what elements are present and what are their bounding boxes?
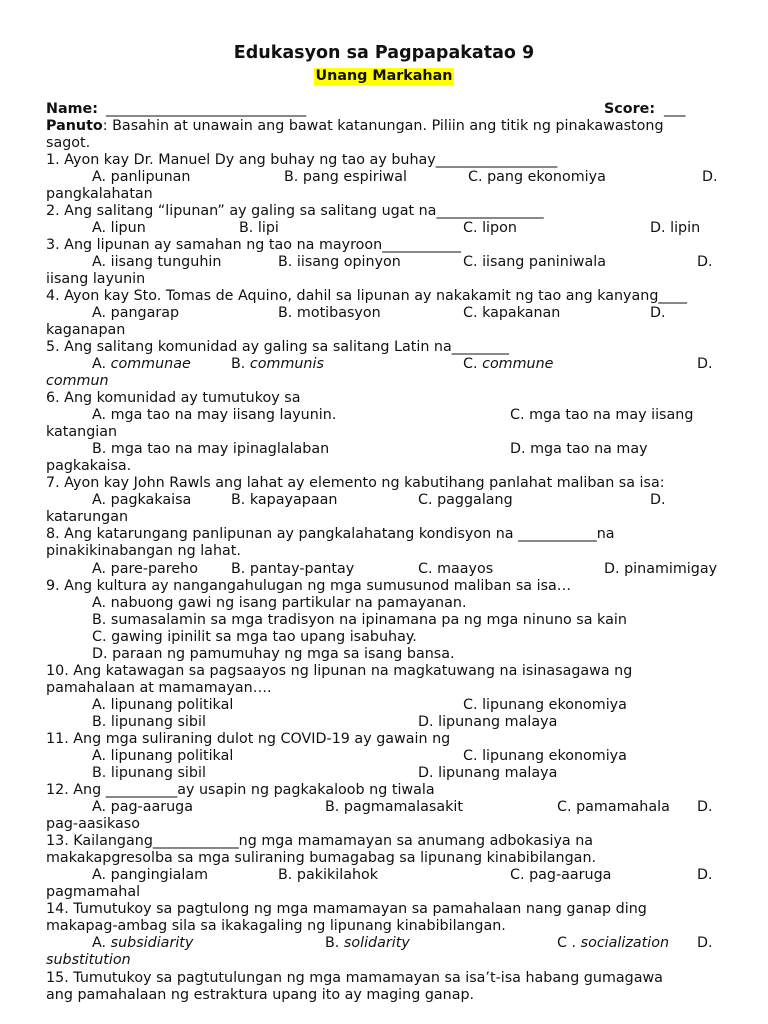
question-15-cont: ang pamahalaan ng estraktura upang ito ay maging ganap.: [46, 987, 475, 1003]
q11-choice-a: A. lipunang politikal: [92, 748, 234, 764]
question-5: 5. Ang salitang komunidad ay galing sa salitang Latin na________: [46, 339, 509, 355]
q2-choice-d: D. lipin: [650, 220, 701, 236]
q8-choice-b: B. pantay-pantay: [231, 561, 355, 577]
q6-choice-d-cont: pagkakaisa.: [46, 458, 132, 474]
question-7: 7. Ayon kay John Rawls ang lahat ay elemento ng kabutihang panlahat maliban sa isa:: [46, 475, 665, 491]
question-10-cont: pamahalaan at mamamayan….: [46, 680, 272, 696]
question-13: 13. Kailangang____________ng mga mamamayan sa anumang adbokasiya na: [46, 833, 594, 849]
question-14-cont: makapag-ambag sila sa ikakagaling ng lipunang kinabibilangan.: [46, 918, 506, 934]
q4-choice-d-cont: kaganapan: [46, 322, 126, 338]
q13-choice-d-cont: pagmamahal: [46, 884, 141, 900]
q13-choice-c: C. pag-aaruga: [510, 867, 612, 883]
q10-choice-c: C. lipunang ekonomiya: [463, 697, 627, 713]
question-13-cont: makakapgresolba sa mga suliraning bumagabag sa lipunang kinabibilangan.: [46, 850, 597, 866]
q9-choice-b: B. sumasalamin sa mga tradisyon na ipinamana pa ng mga ninuno sa kain: [92, 612, 627, 628]
q2-choice-b: B. lipi: [239, 220, 279, 236]
score-blank: ___: [664, 101, 686, 117]
q2-choice-c: C. lipon: [463, 220, 517, 236]
question-14: 14. Tumutukoy sa pagtulong ng mga mamamayan sa pamahalaan nang ganap ding: [46, 901, 647, 917]
q13-choice-b: B. pakikilahok: [278, 867, 379, 883]
q1-choice-d-cont: pangkalahatan: [46, 186, 153, 202]
q7-choice-d-cont: katarungan: [46, 509, 129, 525]
question-4: 4. Ayon kay Sto. Tomas de Aquino, dahil sa lipunan ay nakakamit ng tao ang kanyang____: [46, 288, 687, 304]
name-label: Name:: [46, 101, 98, 117]
q13-choice-d: D.: [697, 867, 713, 883]
q12-choice-c: C. pamamahala: [557, 799, 670, 815]
question-8: 8. Ang katarungang panlipunan ay pangkalahatang kondisyon na ___________na: [46, 526, 615, 542]
q6-choice-d: D. mga tao na may: [510, 441, 648, 457]
q7-choice-a: A. pagkakaisa: [92, 492, 192, 508]
q14-choice-d-cont: substitution: [46, 952, 131, 968]
question-3: 3. Ang lipunan ay samahan ng tao na mayroon___________: [46, 237, 461, 253]
q7-choice-b: B. kapayapaan: [231, 492, 338, 508]
q3-choice-d-cont: iisang layunin: [46, 271, 146, 287]
q14-choice-d: D.: [697, 935, 713, 951]
q1-choice-a: A. panlipunan: [92, 169, 191, 185]
q6-choice-a: A. mga tao na may iisang layunin.: [92, 407, 337, 423]
q9-choice-d: D. paraan ng pamumuhay ng mga sa isang bansa.: [92, 646, 455, 662]
q7-choice-c: C. paggalang: [418, 492, 513, 508]
q3-choice-c: C. iisang paniniwala: [463, 254, 606, 270]
q5-choice-d-cont: commun: [46, 373, 109, 389]
q3-choice-a: A. iisang tunguhin: [92, 254, 222, 270]
q12-choice-b: B. pagmamalasakit: [325, 799, 463, 815]
q1-choice-b: B. pang espiriwal: [284, 169, 407, 185]
q1-choice-c: C. pang ekonomiya: [468, 169, 606, 185]
instructions-text: : Basahin at unawain ang bawat katanungan. Piliin ang titik ng pinakawastong: [102, 118, 664, 134]
q5-choice-a: A. communae: [92, 356, 191, 372]
q12-choice-a: A. pag-aaruga: [92, 799, 193, 815]
q10-choice-a: A. lipunang politikal: [92, 697, 234, 713]
q4-choice-b: B. motibasyon: [278, 305, 381, 321]
instructions-cont: sagot.: [46, 135, 91, 151]
question-10: 10. Ang katawagan sa pagsaayos ng lipunan na magkatuwang na isinasagawa ng: [46, 663, 633, 679]
question-15: 15. Tumutukoy sa pagtutulungan ng mga mamamayan sa isa’t-isa habang gumagawa: [46, 970, 663, 986]
q12-choice-d: D.: [697, 799, 713, 815]
q8-choice-a: A. pare-pareho: [92, 561, 198, 577]
q3-choice-d: D.: [697, 254, 713, 270]
instructions-label: Panuto: [46, 118, 103, 134]
q9-choice-a: A. nabuong gawi ng isang partikular na pamayanan.: [92, 595, 467, 611]
question-8-cont: pinakikinabangan ng lahat.: [46, 543, 241, 559]
q5-choice-d: D.: [697, 356, 713, 372]
q6-choice-b: B. mga tao na may ipinaglalaban: [92, 441, 330, 457]
q10-choice-b: B. lipunang sibil: [92, 714, 206, 730]
question-1: 1. Ayon kay Dr. Manuel Dy ang buhay ng tao ay buhay_________________: [46, 152, 558, 168]
name-blank: ____________________________: [106, 101, 307, 117]
q13-choice-a: A. pangingialam: [92, 867, 209, 883]
subtitle-wrap: [0, 65, 768, 85]
q5-choice-c: C. commune: [463, 356, 554, 372]
q1-choice-d: D.: [702, 169, 718, 185]
q6-choice-c: C. mga tao na may iisang: [510, 407, 694, 423]
question-11: 11. Ang mga suliraning dulot ng COVID-19 ay gawain ng: [46, 731, 451, 747]
q8-choice-c: C. maayos: [418, 561, 494, 577]
q11-choice-b: B. lipunang sibil: [92, 765, 206, 781]
page-title: Edukasyon sa Pagpapakatao 9: [233, 43, 535, 63]
q5-choice-b: B. communis: [231, 356, 324, 372]
q4-choice-c: C. kapakanan: [463, 305, 561, 321]
q3-choice-b: B. iisang opinyon: [278, 254, 401, 270]
q10-choice-d: D. lipunang malaya: [418, 714, 558, 730]
q14-choice-a: A. subsidiarity: [92, 935, 194, 951]
q9-choice-c: C. gawing ipinilit sa mga tao upang isabuhay.: [92, 629, 417, 645]
quarter-subtitle: Unang Markahan: [315, 68, 453, 84]
q11-choice-c: C. lipunang ekonomiya: [463, 748, 627, 764]
q14-choice-b: B. solidarity: [325, 935, 410, 951]
q11-choice-d: D. lipunang malaya: [418, 765, 558, 781]
instructions: [46, 118, 664, 135]
question-12: 12. Ang __________ay usapin ng pagkakaloob ng tiwala: [46, 782, 435, 798]
q4-choice-d: D.: [650, 305, 666, 321]
question-6: 6. Ang komunidad ay tumutukoy sa: [46, 390, 301, 406]
q7-choice-d: D.: [650, 492, 666, 508]
question-2: 2. Ang salitang “lipunan” ay galing sa salitang ugat na_______________: [46, 203, 544, 219]
question-9: 9. Ang kultura ay nangangahulugan ng mga sumusunod maliban sa isa…: [46, 578, 572, 594]
q8-choice-d: D. pinamimigay: [604, 561, 718, 577]
q2-choice-a: A. lipun: [92, 220, 146, 236]
q4-choice-a: A. pangarap: [92, 305, 180, 321]
score-label: Score:: [604, 101, 656, 117]
q14-choice-c: C . socialization: [557, 935, 670, 951]
q6-choice-c-cont: katangian: [46, 424, 118, 440]
q12-choice-d-cont: pag-aasikaso: [46, 816, 140, 832]
